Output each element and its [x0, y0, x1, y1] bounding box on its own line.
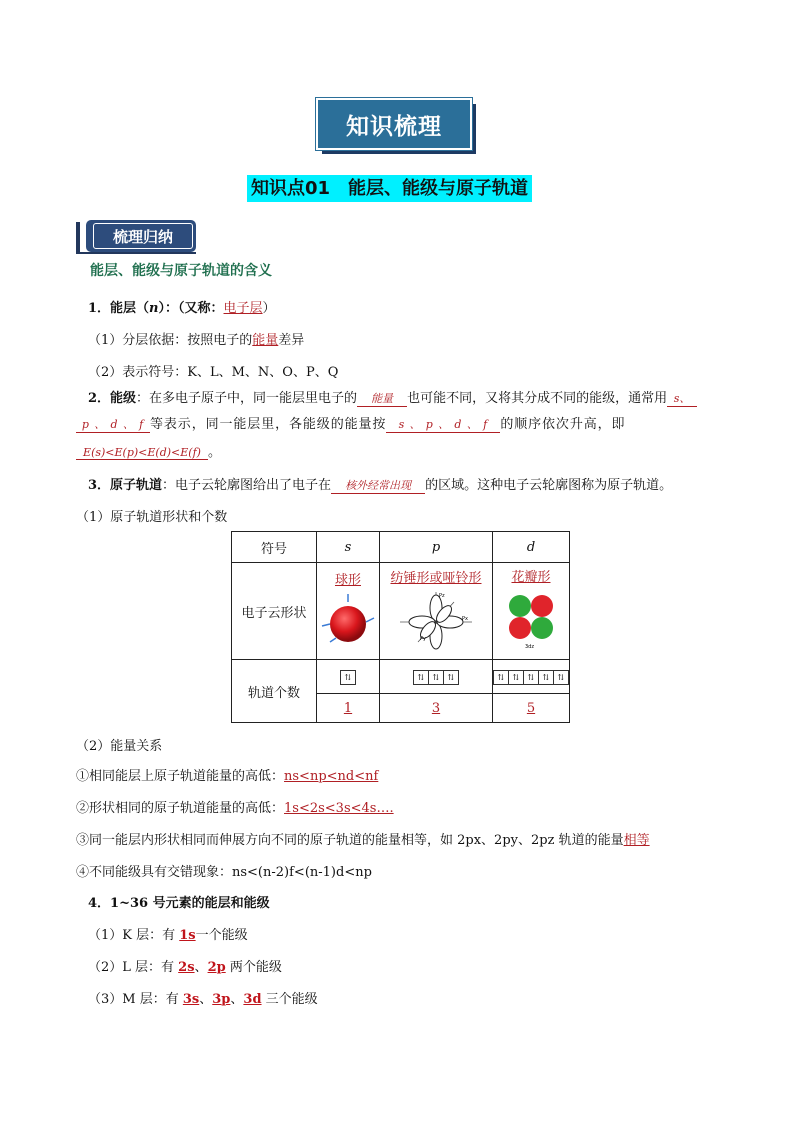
p-axis-z: Pz [439, 593, 445, 599]
energy-rule-3: ③同一能层内形状相同而伸展方向不同的原子轨道的能量相等，如 2px、2py、2pz 轨道的能量相等 [76, 833, 650, 848]
d-orbital-image [501, 589, 561, 651]
p4-k-layer: （1）K 层：有 1s一个能级 [88, 928, 248, 943]
tag-underline [76, 252, 196, 254]
p1-title: 1．能层（n）：（又称：电子层） [88, 301, 276, 316]
header-p: p [380, 532, 493, 563]
header-s: s [317, 532, 380, 563]
p4-title: 4．1~36 号元素的能层和能级 [88, 896, 270, 911]
row-orbital-count-label: 轨道个数 [232, 660, 317, 723]
row-cloud-shape-label: 电子云形状 [232, 563, 317, 660]
p-axis-y: Py [420, 636, 426, 642]
energy-rule-4: ④不同能级具有交错现象：ns<(n-2)f<(n-1)d<np [76, 865, 372, 880]
knowledge-point-title: 知识点01 能层、能级与原子轨道 [247, 175, 532, 202]
energy-title: （2）能量关系 [76, 739, 163, 754]
p4-m-layer: （3）M 层：有 3s、3p、3d 三个能级 [88, 992, 318, 1007]
p-orbital-image [396, 590, 476, 650]
energy-rule-1: ①相同能层上原子轨道能量的高低：ns<np<nd<nf [76, 769, 379, 784]
s-shape-name: 球形 [334, 573, 361, 588]
d-shape-name: 花瓣形 [511, 570, 551, 585]
p2-line2: p 、 d 、 f 等表示，同一能层里，各能级的能量按 s 、 p 、 d 、 f 的顺序依次升高，即 [76, 413, 625, 433]
p1-sub1: （1）分层依据：按照电子的能量差异 [88, 333, 305, 348]
d-boxes: ⇅ ⇅ ⇅ ⇅ ⇅ [493, 660, 570, 694]
section-banner: 知识梳理 [316, 98, 472, 150]
p-shape-name: 纺锤形或哑铃形 [390, 571, 482, 586]
tag-bar [76, 222, 80, 252]
s-count: 1 [317, 694, 380, 723]
p-axis-x: Px [462, 616, 468, 622]
p3-line1: 3．原子轨道：电子云轮廓图给出了电子在 核外经常出现 的区域。这种电子云轮廓图称为原子轨道。 [88, 478, 673, 493]
p-shape-cell [380, 563, 493, 660]
p3-sub1: （1）原子轨道形状和个数 [76, 510, 228, 525]
p2-line1: 2．能级：在多电子原子中，同一能层里电子的 能量 也可能不同，又将其分成不同的能级，通常用 s、 [88, 387, 697, 407]
p2-line3: E(s)<E(p)<E(d)<E(f) 。 [76, 441, 221, 460]
s-shape-cell [317, 563, 380, 660]
energy-rule-2: ②形状相同的原子轨道能量的高低：1s<2s<3s<4s…. [76, 801, 394, 816]
header-symbol: 符号 [232, 532, 317, 563]
d-count: 5 [493, 694, 570, 723]
section-heading: 能层、能级与原子轨道的含义 [90, 263, 272, 279]
tag-label: 梳理归纳 [93, 223, 193, 249]
d-shape-cell [493, 563, 570, 660]
p1-sub2: （2）表示符号：K、L、M、N、O、P、Q [88, 365, 339, 380]
s-boxes: ⇅ [317, 660, 380, 694]
s-orbital-image [320, 592, 376, 648]
p-boxes: ⇅ ⇅ ⇅ [380, 660, 493, 694]
orbital-table [231, 531, 570, 723]
p4-l-layer: （2）L 层：有 2s、2p 两个能级 [88, 960, 282, 975]
header-d: d [493, 532, 570, 563]
d-caption: 3dz [525, 644, 534, 650]
p-count: 3 [380, 694, 493, 723]
